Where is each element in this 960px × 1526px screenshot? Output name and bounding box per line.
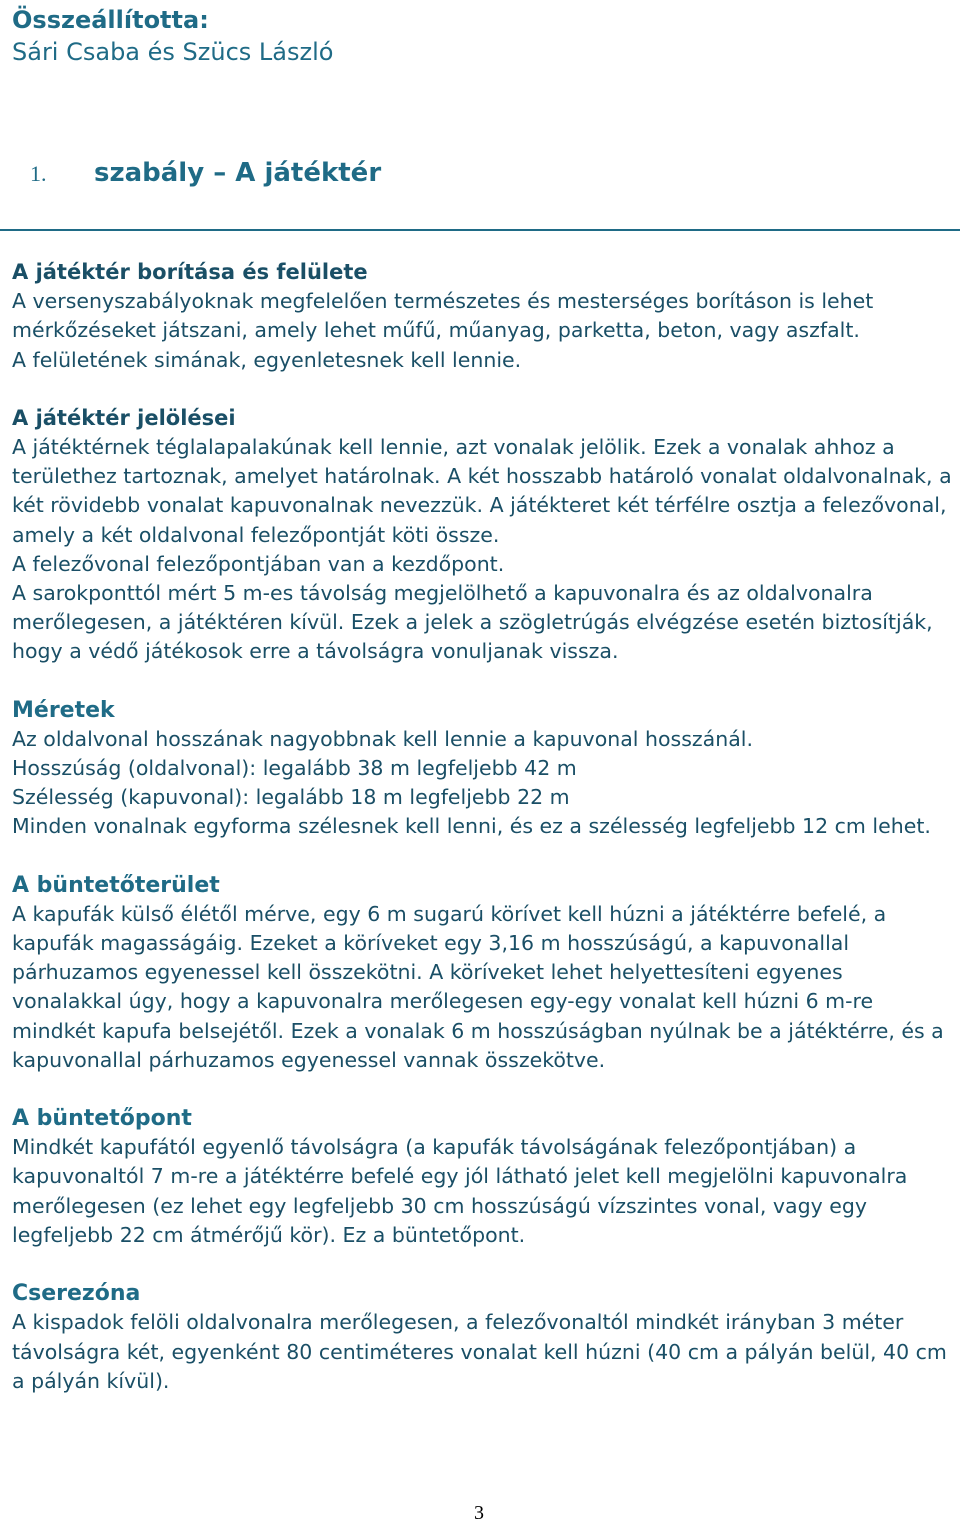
section-penalty-mark [12, 1104, 952, 1250]
rule-number: 1. [30, 161, 47, 186]
paragraph: A felületének simának, egyenletesnek kell lennie. [12, 347, 522, 372]
section-heading: Méretek [12, 697, 115, 723]
section-dimensions [12, 696, 952, 842]
section-surface [12, 258, 952, 375]
compiled-by-block [12, 4, 333, 68]
paragraph: A játéktérnek téglalapalakúnak kell lennie, azt vonalak jelölik. Ezek a vonalak ahhoz a területhez tartoznak, amelyet határolnak. A két hosszabb határoló vonalat oldalvonalnak, a két rövidebb vonalat kapuvonalnak nevezzük. A játékteret két térfélre osztja a felezővonal, amely a két oldalvonal felezőpontját köti össze. [12, 435, 952, 547]
heading-divider [0, 229, 960, 231]
paragraph: Mindkét kapufától egyenlő távolságra (a kapufák távolságának felezőpontjában) a kapuvonaltól 7 m-re a játéktérre befelé egy jól látható jelet kell megjelölni kapuvonalra merőlegesen (ez lehet egy legfeljebb 30 cm hosszúságú vízszintes vonal, vagy egy legfeljebb 22 cm átmérőjű kör). Ez a büntetőpont. [12, 1135, 908, 1247]
paragraph: A kapufák külső élétől mérve, egy 6 m sugarú körívet kell húzni a játéktérre befelé, a kapufák magasságáig. Ezeket a köríveket egy 3,16 m hosszúságú, a kapuvonallal párhuzamos egyenessel kell összekötni. A köríveket lehet helyettesíteni egyenes vonalakkal úgy, hogy a kapuvonalra merőlegesen egy-egy vonalat kell húzni 6 m-re mindkét kapufa belsejétől. Ezek a vonalak 6 m hosszúságban nyúlnak be a játéktérre, és a kapuvonallal párhuzamos egyenessel vannak összekötve. [12, 901, 944, 1072]
section-heading: A büntetőpont [12, 1106, 192, 1132]
page-number: 3 [474, 1502, 484, 1524]
section-markings [12, 404, 952, 667]
section-heading: A játéktér borítása és felülete [12, 260, 368, 284]
authors-names: Sári Csaba és Szücs László [12, 38, 334, 66]
paragraph: Szélesség (kapuvonal): legalább 18 m legfeljebb 22 m [12, 785, 570, 810]
section-substitution-zone [12, 1279, 952, 1396]
document-body [12, 258, 952, 1425]
paragraph: A felezővonal felezőpontjában van a kezdőpont. [12, 551, 505, 576]
section-penalty-area [12, 871, 952, 1075]
section-heading: A büntetőterület [12, 872, 220, 898]
rule-heading [30, 156, 381, 191]
paragraph: A sarokponttól mért 5 m-es távolság megjelölhető a kapuvonalra és az oldalvonalra merőlegesen, a játéktéren kívül. Ezek a jelek a szögletrúgás elvégzése esetén biztosítják, hogy a védő játékosok erre a távolságra vonuljanak vissza. [12, 581, 933, 664]
section-heading: Cserezóna [12, 1281, 141, 1307]
paragraph: A kispadok felöli oldalvonalra merőlegesen, a felezővonaltól mindkét irányban 3 méter távolságra két, egyenként 80 centiméteres vonalat kell húzni (40 cm a pályán belül, 40 cm a pályán kívül). [12, 1310, 947, 1393]
paragraph: Az oldalvonal hosszának nagyobbnak kell lennie a kapuvonal hosszánál. [12, 726, 753, 751]
paragraph: Minden vonalnak egyforma szélesnek kell lenni, és ez a szélesség legfeljebb 12 cm lehet. [12, 814, 931, 839]
paragraph: A versenyszabályoknak megfelelően természetes és mesterséges borításon is lehet mérkőzéseket játszani, amely lehet műfű, műanyag, parketta, beton, vagy aszfalt. [12, 289, 874, 343]
compiled-by-label: Összeállította: [12, 6, 209, 34]
rule-title: szabály – A játéktér [94, 158, 382, 188]
section-heading: A játéktér jelölései [12, 405, 236, 430]
paragraph: Hosszúság (oldalvonal): legalább 38 m legfeljebb 42 m [12, 756, 577, 781]
